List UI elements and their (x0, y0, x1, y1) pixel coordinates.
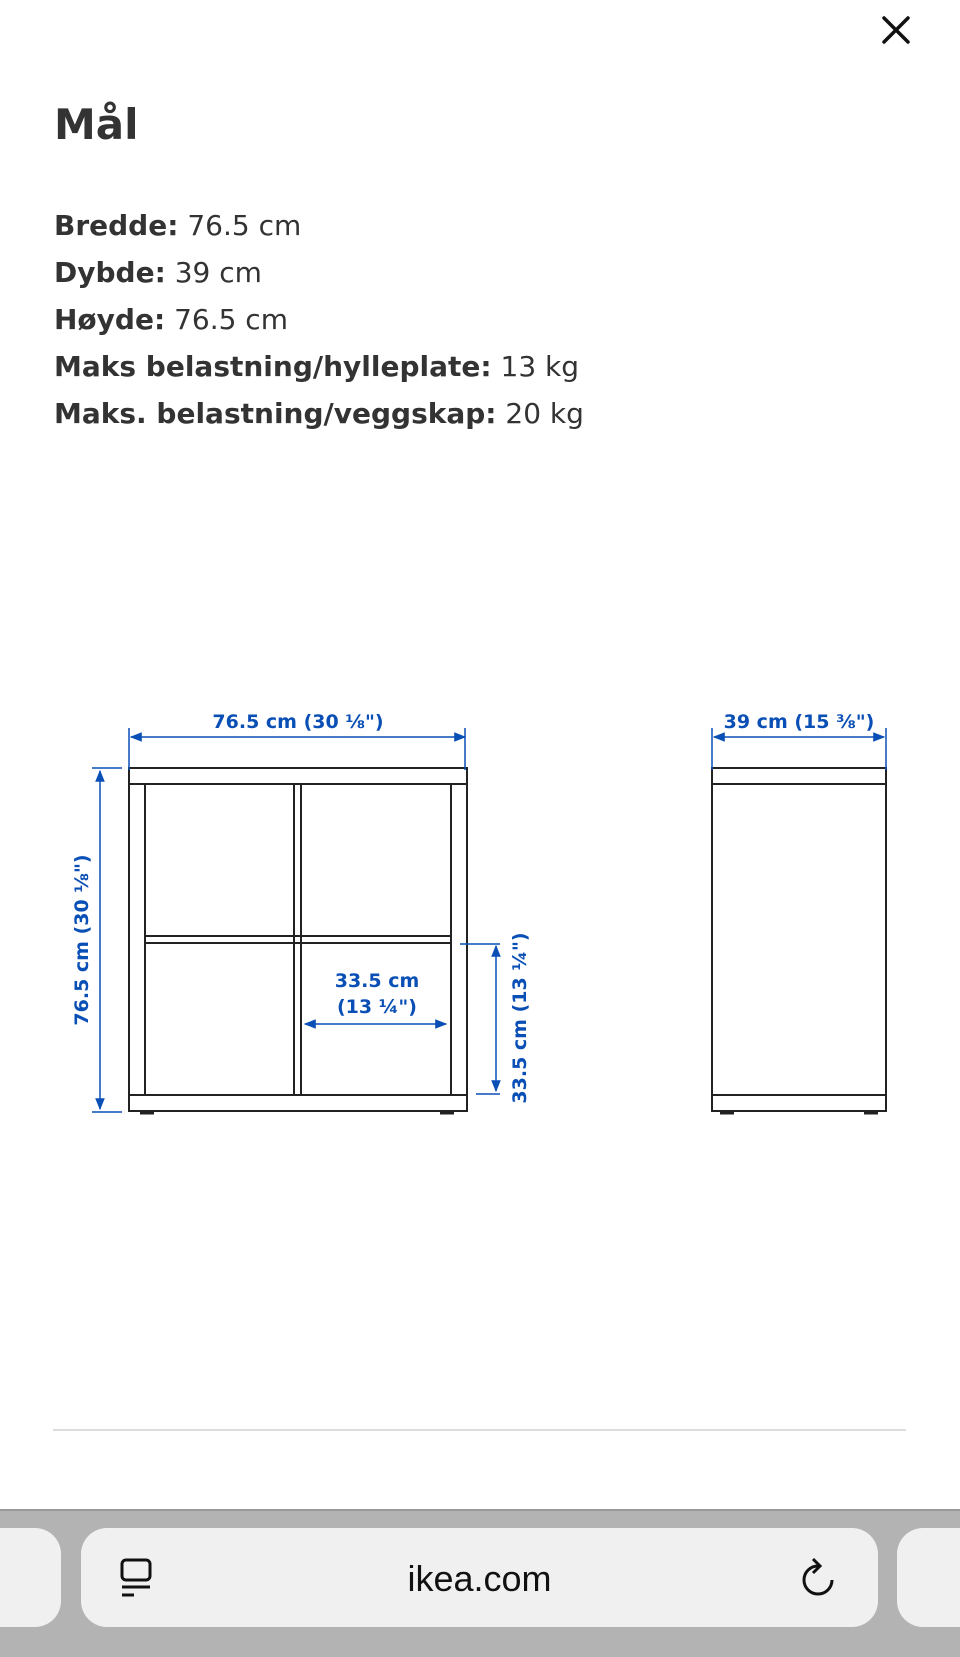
spec-cabinet-load: Maks. belastning/veggskap: 20 kg (54, 397, 584, 430)
address-bar[interactable] (81, 1528, 878, 1627)
page-title: Mål (54, 100, 139, 149)
next-tab[interactable] (897, 1528, 960, 1627)
inner-height-label: 33.5 cm (13 ¼") (509, 932, 531, 1104)
spec-height: Høyde: 76.5 cm (54, 303, 288, 336)
inner-width-label-inches: (13 ¼") (337, 996, 417, 1018)
spec-shelf-load: Maks belastning/hylleplate: 13 kg (54, 350, 580, 383)
previous-tab[interactable] (0, 1528, 61, 1627)
height-label: 76.5 cm (30 ⅛") (71, 854, 93, 1026)
width-label: 76.5 cm (30 ⅛") (212, 711, 384, 733)
front-view (129, 768, 467, 1113)
inner-width-label: 33.5 cm (334, 970, 420, 992)
spec-depth: Dybde: 39 cm (54, 256, 262, 289)
depth-label: 39 cm (15 ⅜") (723, 711, 875, 733)
spec-width: Bredde: 76.5 cm (54, 209, 302, 242)
reload-icon[interactable] (799, 1556, 837, 1600)
browser-toolbar (0, 1509, 960, 1657)
url-text[interactable]: ikea.com (407, 1558, 552, 1599)
divider (53, 1429, 906, 1431)
side-view (712, 768, 886, 1113)
